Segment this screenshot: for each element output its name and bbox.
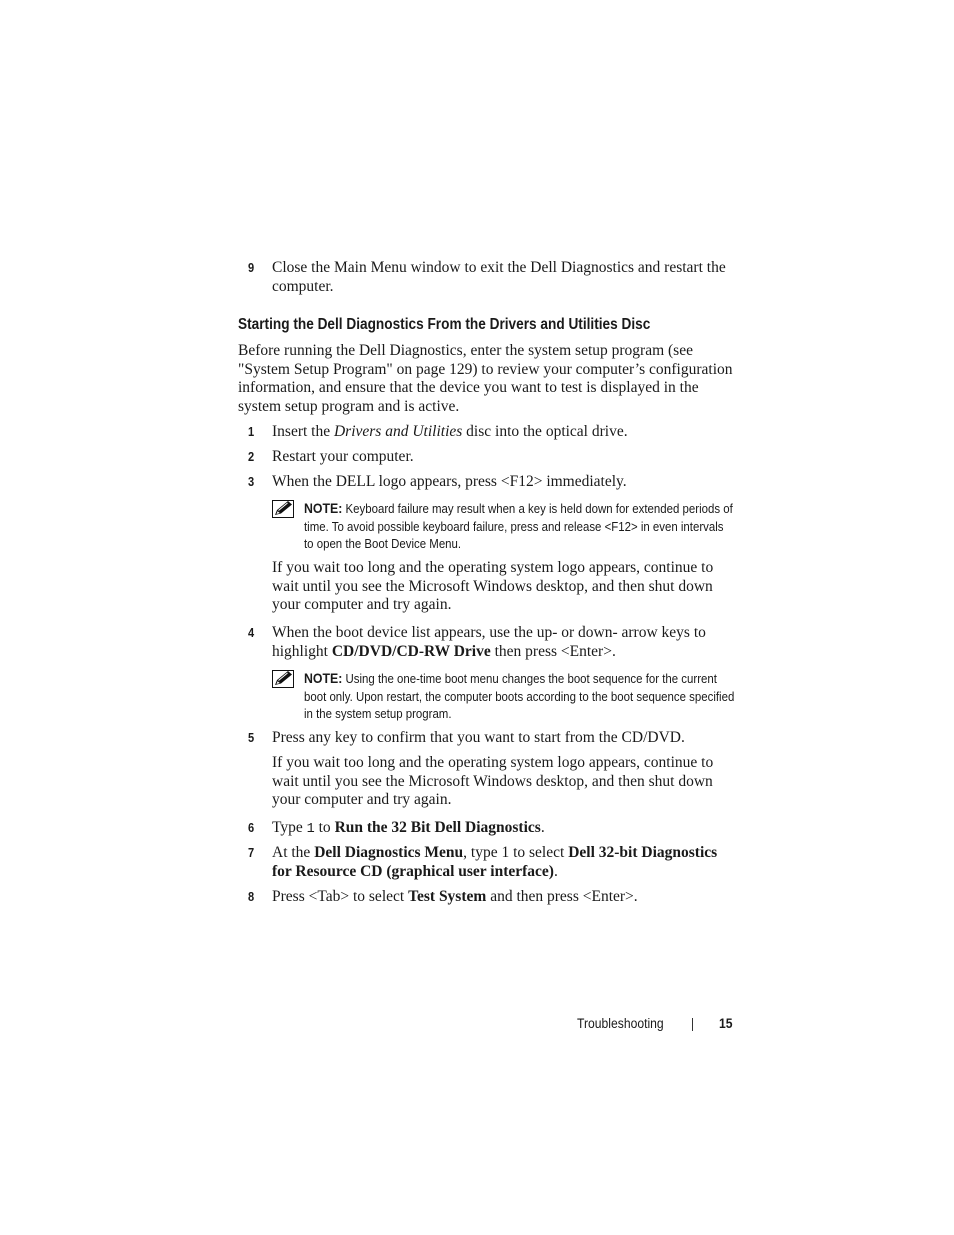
wait-paragraph-1: If you wait too long and the operating system logo appears, continue to wait until you see the Microsoft Windows desktop, and then shut down your computer and try again. bbox=[272, 559, 714, 614]
code-one: 1 bbox=[306, 822, 315, 837]
note-text: NOTE: Keyboard failure may result when a key is held down for extended periods of time. To avoid possible keyboard failure, press and release <F12> in even intervals to open the Boot Device Menu. bbox=[304, 500, 733, 552]
note-pencil-icon bbox=[272, 500, 294, 518]
boot-device-menu: Boot Device Menu bbox=[364, 536, 458, 552]
note-pencil-icon bbox=[272, 670, 294, 688]
menu-name: Dell Diagnostics Menu bbox=[314, 844, 464, 861]
menu-option: Dell 32-bit Diagnostics for Resource CD (graphical user interface) bbox=[272, 844, 718, 880]
intro-paragraph: Before running the Dell Diagnostics, enter the system setup program (see "System Setup Program" on page 129) to review your computer’s configuration information, and ensure that the device you want to test is displayed in the system setup program and is active. bbox=[238, 342, 733, 416]
step-text: Close the Main Menu window to exit the Dell Diagnostics and restart the computer. bbox=[272, 259, 726, 295]
step-number: 8 bbox=[248, 889, 255, 904]
drive-name: CD/DVD/CD-RW Drive bbox=[331, 642, 491, 660]
note-text: NOTE: Using the one-time boot menu changes the boot sequence for the current boot only. Upon restart, the computer boots according to the boot sequence specified in the system setup program. bbox=[304, 670, 735, 722]
menu-option: Run the 32 Bit Dell Diagnostics bbox=[334, 819, 541, 836]
step-text: Press any key to confirm that you want to start from the CD/DVD. bbox=[272, 729, 685, 746]
footer-section: Troubleshooting bbox=[577, 1016, 664, 1031]
step-number: 2 bbox=[248, 449, 255, 464]
footer-divider bbox=[692, 1018, 693, 1031]
section-heading: Starting the Dell Diagnostics From the Drivers and Utilities Disc bbox=[238, 316, 651, 333]
step-number: 3 bbox=[248, 474, 255, 489]
step-number: 5 bbox=[248, 730, 255, 745]
step-number: 9 bbox=[248, 260, 255, 275]
step-number: 7 bbox=[248, 845, 255, 860]
step-text: Insert the Drivers and Utilities disc into the optical drive. bbox=[272, 423, 628, 440]
step-number: 4 bbox=[248, 625, 255, 640]
step-text: When the boot device list appears, use the up- or down- arrow keys to highlight CD/DVD/CD-RW Drive then press <Enter>. bbox=[272, 624, 706, 660]
note-label: NOTE: bbox=[304, 500, 343, 516]
note-label: NOTE: bbox=[304, 670, 343, 686]
wait-paragraph-2: If you wait too long and the operating system logo appears, continue to wait until you see the Microsoft Windows desktop, and then shut down your computer and try again. bbox=[272, 754, 714, 809]
step-text: Press <Tab> to select Test System and then press <Enter>. bbox=[272, 888, 638, 905]
step-text: When the DELL logo appears, press <F12> immediately. bbox=[272, 473, 627, 490]
disc-name: Drivers and Utilities bbox=[333, 423, 463, 440]
step-text: At the Dell Diagnostics Menu, type 1 to select Dell 32-bit Diagnostics for Resource CD (graphical user interface). bbox=[272, 844, 718, 880]
menu-option: Test System bbox=[408, 888, 487, 905]
step-text: Restart your computer. bbox=[272, 448, 414, 465]
page-number: 15 bbox=[719, 1016, 733, 1031]
step-text: Type 1 to Run the 32 Bit Dell Diagnostics. bbox=[272, 819, 545, 837]
step-number: 6 bbox=[248, 820, 255, 835]
step-number: 1 bbox=[248, 424, 255, 439]
